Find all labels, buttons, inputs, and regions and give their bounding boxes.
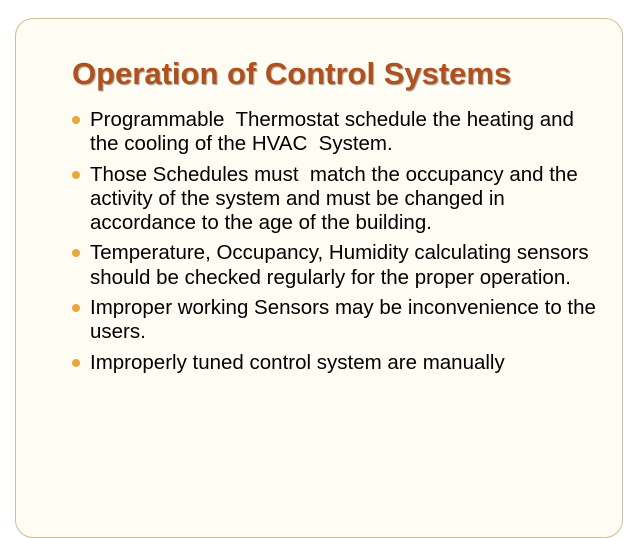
bullet-item bbox=[72, 108, 602, 157]
bullet-list bbox=[72, 108, 602, 381]
bullet-item bbox=[72, 241, 602, 290]
bullet-text: Improperly tuned control system are manually bbox=[90, 350, 505, 374]
bullet-item bbox=[72, 351, 602, 375]
slide-title: Operation of Control Systems bbox=[72, 56, 512, 91]
bullet-text: Temperature, Occupancy, Humidity calculating sensors should be checked regularly for the proper operation. bbox=[90, 241, 595, 289]
bullet-icon bbox=[72, 116, 80, 124]
bullet-item bbox=[72, 296, 602, 345]
bullet-icon bbox=[72, 359, 80, 367]
bullet-item bbox=[72, 163, 602, 236]
bullet-text: Programmable Thermostat schedule the heating and the cooling of the HVAC System. bbox=[90, 108, 580, 156]
bullet-icon bbox=[72, 171, 80, 179]
bullet-icon bbox=[72, 304, 80, 312]
bullet-icon bbox=[72, 249, 80, 257]
bullet-text: Improper working Sensors may be inconvenience to the users. bbox=[90, 296, 602, 344]
bullet-text: Those Schedules must match the occupancy and the activity of the system and must be changed in accordance to the age of the building. bbox=[90, 162, 584, 235]
